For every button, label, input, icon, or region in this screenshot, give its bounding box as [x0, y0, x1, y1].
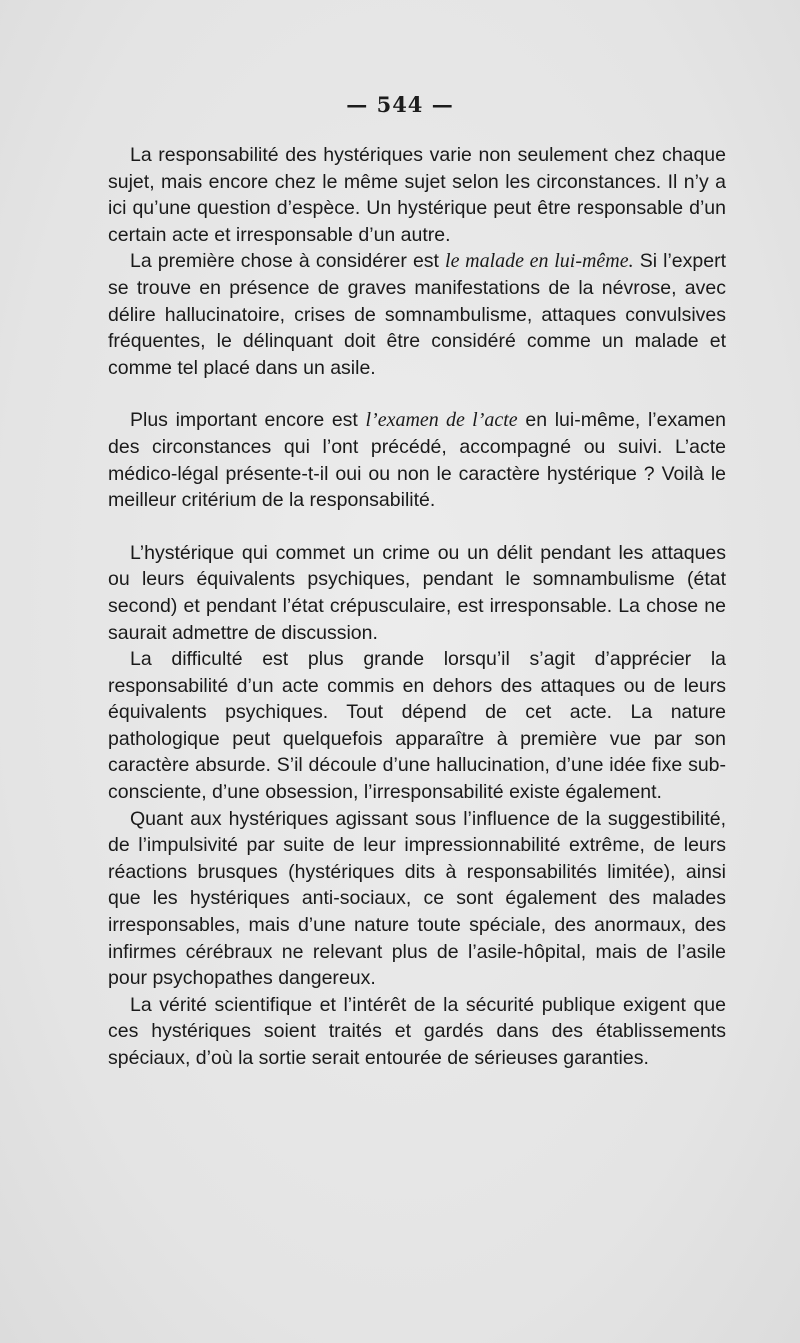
paragraph-1: La responsabilité des hystériques varie non seulement chez chaque sujet, mais encore chez le même sujet selon les circonstances. Il n’y a ici qu’une question d’espèce. Un hystérique peut être responsable d’un certain acte et irresponsable d’un autre.: [108, 144, 726, 246]
paragraph-6: Quant aux hystériques agissant sous l’influence de la suggestibilité, de l’impulsivité par suite de leur impressionnabilité extrême, de leurs réactions brusques (hystériques dits à responsabilités limitée), ainsi que les hystériques anti-sociaux, ce sont également des malades irresponsables, mais d’une nature toute spéciale, des anormaux, des infirmes cérébraux ne relevant plus de l’asile-hôpital, mais de l’asile pour psychopathes dangereux.: [108, 807, 726, 990]
paragraph-3: [108, 407, 726, 513]
paragraph-5: La difficulté est plus grande lorsqu’il s’agit d’apprécier la responsabilité d’un acte commis en dehors des attaques ou de leurs équivalents psychiques. Tout dépend de cet acte. La nature pathologique peut quelquefois apparaître à première vue par son caractère absurde. S’il découle d’une hallucination, d’une idée fixe sub-consciente, d’une obsession, l’irresponsabilité existe également.: [108, 648, 726, 804]
paragraph-3-text: Plus important encore est: [130, 409, 366, 432]
body-text: [108, 142, 726, 1072]
page-number: — 544 —: [346, 92, 454, 117]
paragraph-7: La vérité scientifique et l’intérêt de la sécurité publique exigent que ces hystériques soient traités et gardés dans des établissements spéciaux, d’où la sortie serait entourée de sérieuses garanties.: [108, 993, 726, 1069]
paragraph-3-emphasis: l’examen de l’acte: [365, 409, 518, 432]
paragraph-2-text: La première chose à considérer est: [130, 250, 446, 273]
paragraph-2: [108, 248, 726, 381]
paragraph-2-emphasis: le malade en lui-même.: [445, 250, 634, 273]
paragraph-3-text-cont: en lui-même, l’examen des circonstances qui l’ont précédé, accompagné ou suivi. L’acte médico-légal présente-t-il oui ou non le caractère hystérique ? Voilà le meilleur critérium de la responsabilité.: [108, 409, 726, 512]
paragraph-2-text-cont: Si l’expert se trouve en présence de graves manifestations de la névrose, avec délire hallucinatoire, crises de somnambulisme, attaques convulsives fréquentes, le délinquant doit être considéré comme un malade et comme tel placé dans un asile.: [108, 250, 726, 379]
paragraph-4: L’hystérique qui commet un crime ou un délit pendant les attaques ou leurs équivalents psychiques, pendant le somnambulisme (état second) et pendant l’état crépusculaire, est irresponsable. La chose ne saurait admettre de discussion.: [108, 541, 726, 644]
